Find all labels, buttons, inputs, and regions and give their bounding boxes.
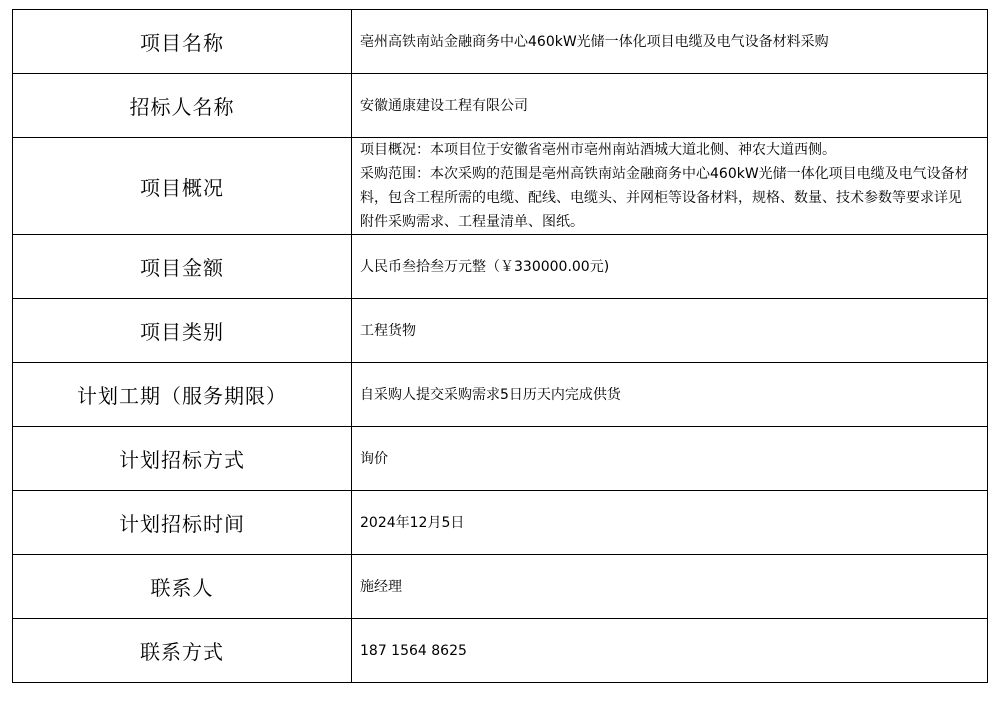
contact-person-value: 施经理: [352, 555, 988, 619]
procurement-scope-text: 采购范围：本次采购的范围是亳州高铁南站金融商务中心460kW光储一体化项目电缆及电气设备材料，包含工程所需的电缆、配线、电缆头、并网柜等设备材料，规格、数量、技术参数等要求详见附件采购需求、工程量清单、图纸。: [360, 166, 969, 230]
project-name-value: 亳州高铁南站金融商务中心460kW光储一体化项目电缆及电气设备材料采购: [352, 10, 988, 74]
row-tenderer-name: [13, 74, 988, 138]
project-overview-label: 项目概况: [13, 138, 352, 235]
contact-info-label: 联系方式: [13, 619, 352, 683]
row-tender-time: [13, 491, 988, 555]
project-location-text: 项目概况：本项目位于安徽省亳州市亳州南站酒城大道北侧、神农大道西侧。: [360, 142, 836, 158]
tenderer-name-value: 安徽通康建设工程有限公司: [352, 74, 988, 138]
project-info-table: [12, 9, 988, 683]
planned-duration-label: 计划工期（服务期限）: [13, 363, 352, 427]
contact-info-value: 187 1564 8625: [352, 619, 988, 683]
row-planned-duration: [13, 363, 988, 427]
tender-method-value: 询价: [352, 427, 988, 491]
planned-duration-value: 自采购人提交采购需求5日历天内完成供货: [352, 363, 988, 427]
row-project-overview: [13, 138, 988, 235]
contact-person-label: 联系人: [13, 555, 352, 619]
project-overview-value: [352, 138, 988, 235]
tender-time-value: 2024年12月5日: [352, 491, 988, 555]
project-amount-label: 项目金额: [13, 235, 352, 299]
tender-time-label: 计划招标时间: [13, 491, 352, 555]
row-contact-person: [13, 555, 988, 619]
project-amount-value: 人民币叁拾叁万元整（￥330000.00元): [352, 235, 988, 299]
project-name-label: 项目名称: [13, 10, 352, 74]
row-project-name: [13, 10, 988, 74]
row-project-amount: [13, 235, 988, 299]
row-contact-info: [13, 619, 988, 683]
project-category-value: 工程货物: [352, 299, 988, 363]
tenderer-name-label: 招标人名称: [13, 74, 352, 138]
row-project-category: [13, 299, 988, 363]
tender-method-label: 计划招标方式: [13, 427, 352, 491]
project-category-label: 项目类别: [13, 299, 352, 363]
row-tender-method: [13, 427, 988, 491]
